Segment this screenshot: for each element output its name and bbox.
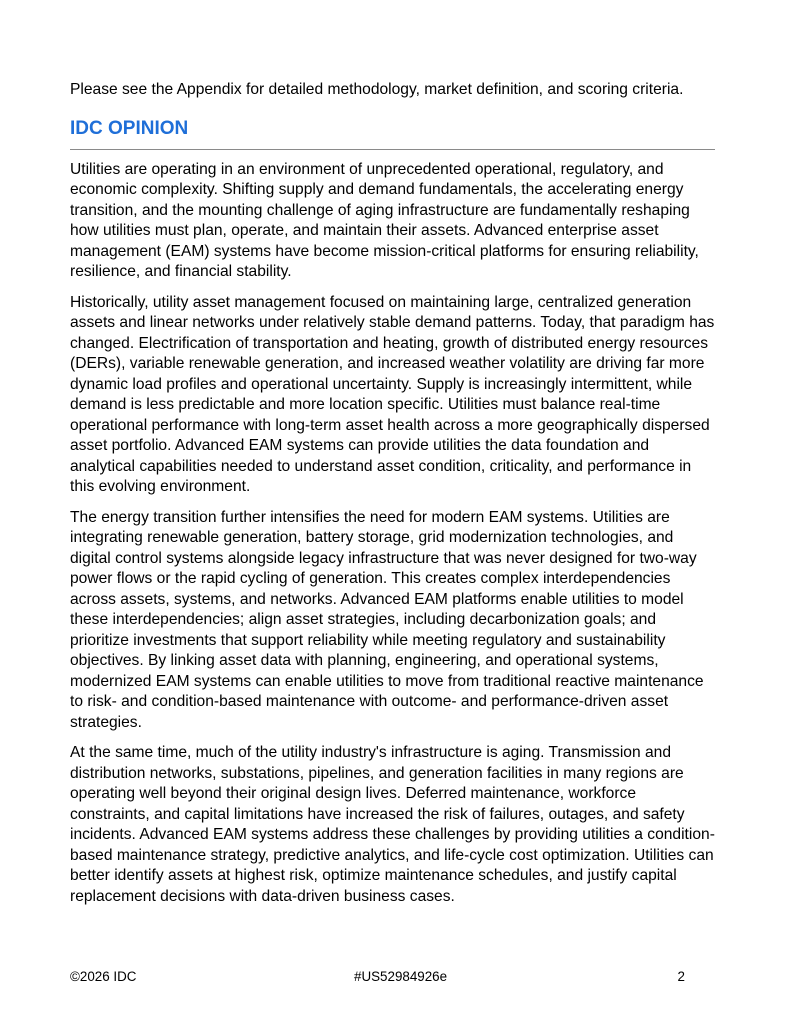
paragraph: Historically, utility asset management focused on maintaining large, centralized generation assets and linear networks under relatively stable demand patterns. Today, that paradigm has changed. Electrification of transportation and heating, growth of distributed energy resources (DERs), variable renewable generation, and increased weather volatility are driving far more dynamic load profiles and operational uncertainty. Supply is increasingly intermittent, while demand is less predictable and more location specific. Utilities must balance real-time operational performance with long-term asset health across a more geographically dispersed asset portfolio. Advanced EAM systems can provide utilities the data foundation and analytical capabilities needed to understand asset condition, criticality, and performance in this evolving environment. bbox=[70, 293, 715, 495]
footer-copyright: ©2026 IDC bbox=[70, 969, 137, 984]
page-footer bbox=[70, 967, 685, 987]
paragraph: The energy transition further intensifies the need for modern EAM systems. Utilities are integrating renewable generation, battery storage, grid modernization technologies, and digital control systems alongside legacy infrastructure that was never designed for two-way power flows or the rapid cycling of generation. This creates complex interdependencies across assets, systems, and networks. Advanced EAM platforms enable utilities to model these interdependencies; align asset strategies, including decarbonization goals; and prioritize investments that support reliability while meeting regulatory and sustainability objectives. By linking asset data with planning, engineering, and operational systems, modernized EAM systems can enable utilities to move from traditional reactive maintenance to risk- and condition-based maintenance with outcome- and performance-driven asset strategies. bbox=[70, 508, 704, 731]
paragraph: At the same time, much of the utility industry's infrastructure is aging. Transmission and distribution networks, substations, pipelines, and generation facilities in many regions are operating well beyond their original design lives. Deferred maintenance, workforce constraints, and capital limitations have increased the risk of failures, outages, and safety incidents. Advanced EAM systems address these challenges by providing utilities a condition-based maintenance strategy, predictive analytics, and life-cycle cost optimization. Utilities can better identify assets at highest risk, optimize maintenance schedules, and justify capital replacement decisions with data-driven business cases. bbox=[70, 744, 715, 905]
footer-document-id: #US52984926e bbox=[354, 969, 448, 984]
footer-page-number: 2 bbox=[677, 969, 685, 984]
document-page bbox=[70, 80, 715, 917]
section-body bbox=[70, 160, 715, 908]
intro-text: Please see the Appendix for detailed methodology, market definition, and scoring criteria. bbox=[70, 81, 684, 98]
paragraph: Utilities are operating in an environment of unprecedented operational, regulatory, and economic complexity. Shifting supply and demand fundamentals, the accelerating energy transition, and the mounting challenge of aging infrastructure are fundamentally reshaping how utilities must plan, operate, and maintain their assets. Advanced enterprise asset management (EAM) systems have become mission-critical platforms for ensuring reliability, resilience, and financial stability. bbox=[70, 160, 699, 280]
section-heading: IDC OPINION bbox=[70, 117, 715, 150]
